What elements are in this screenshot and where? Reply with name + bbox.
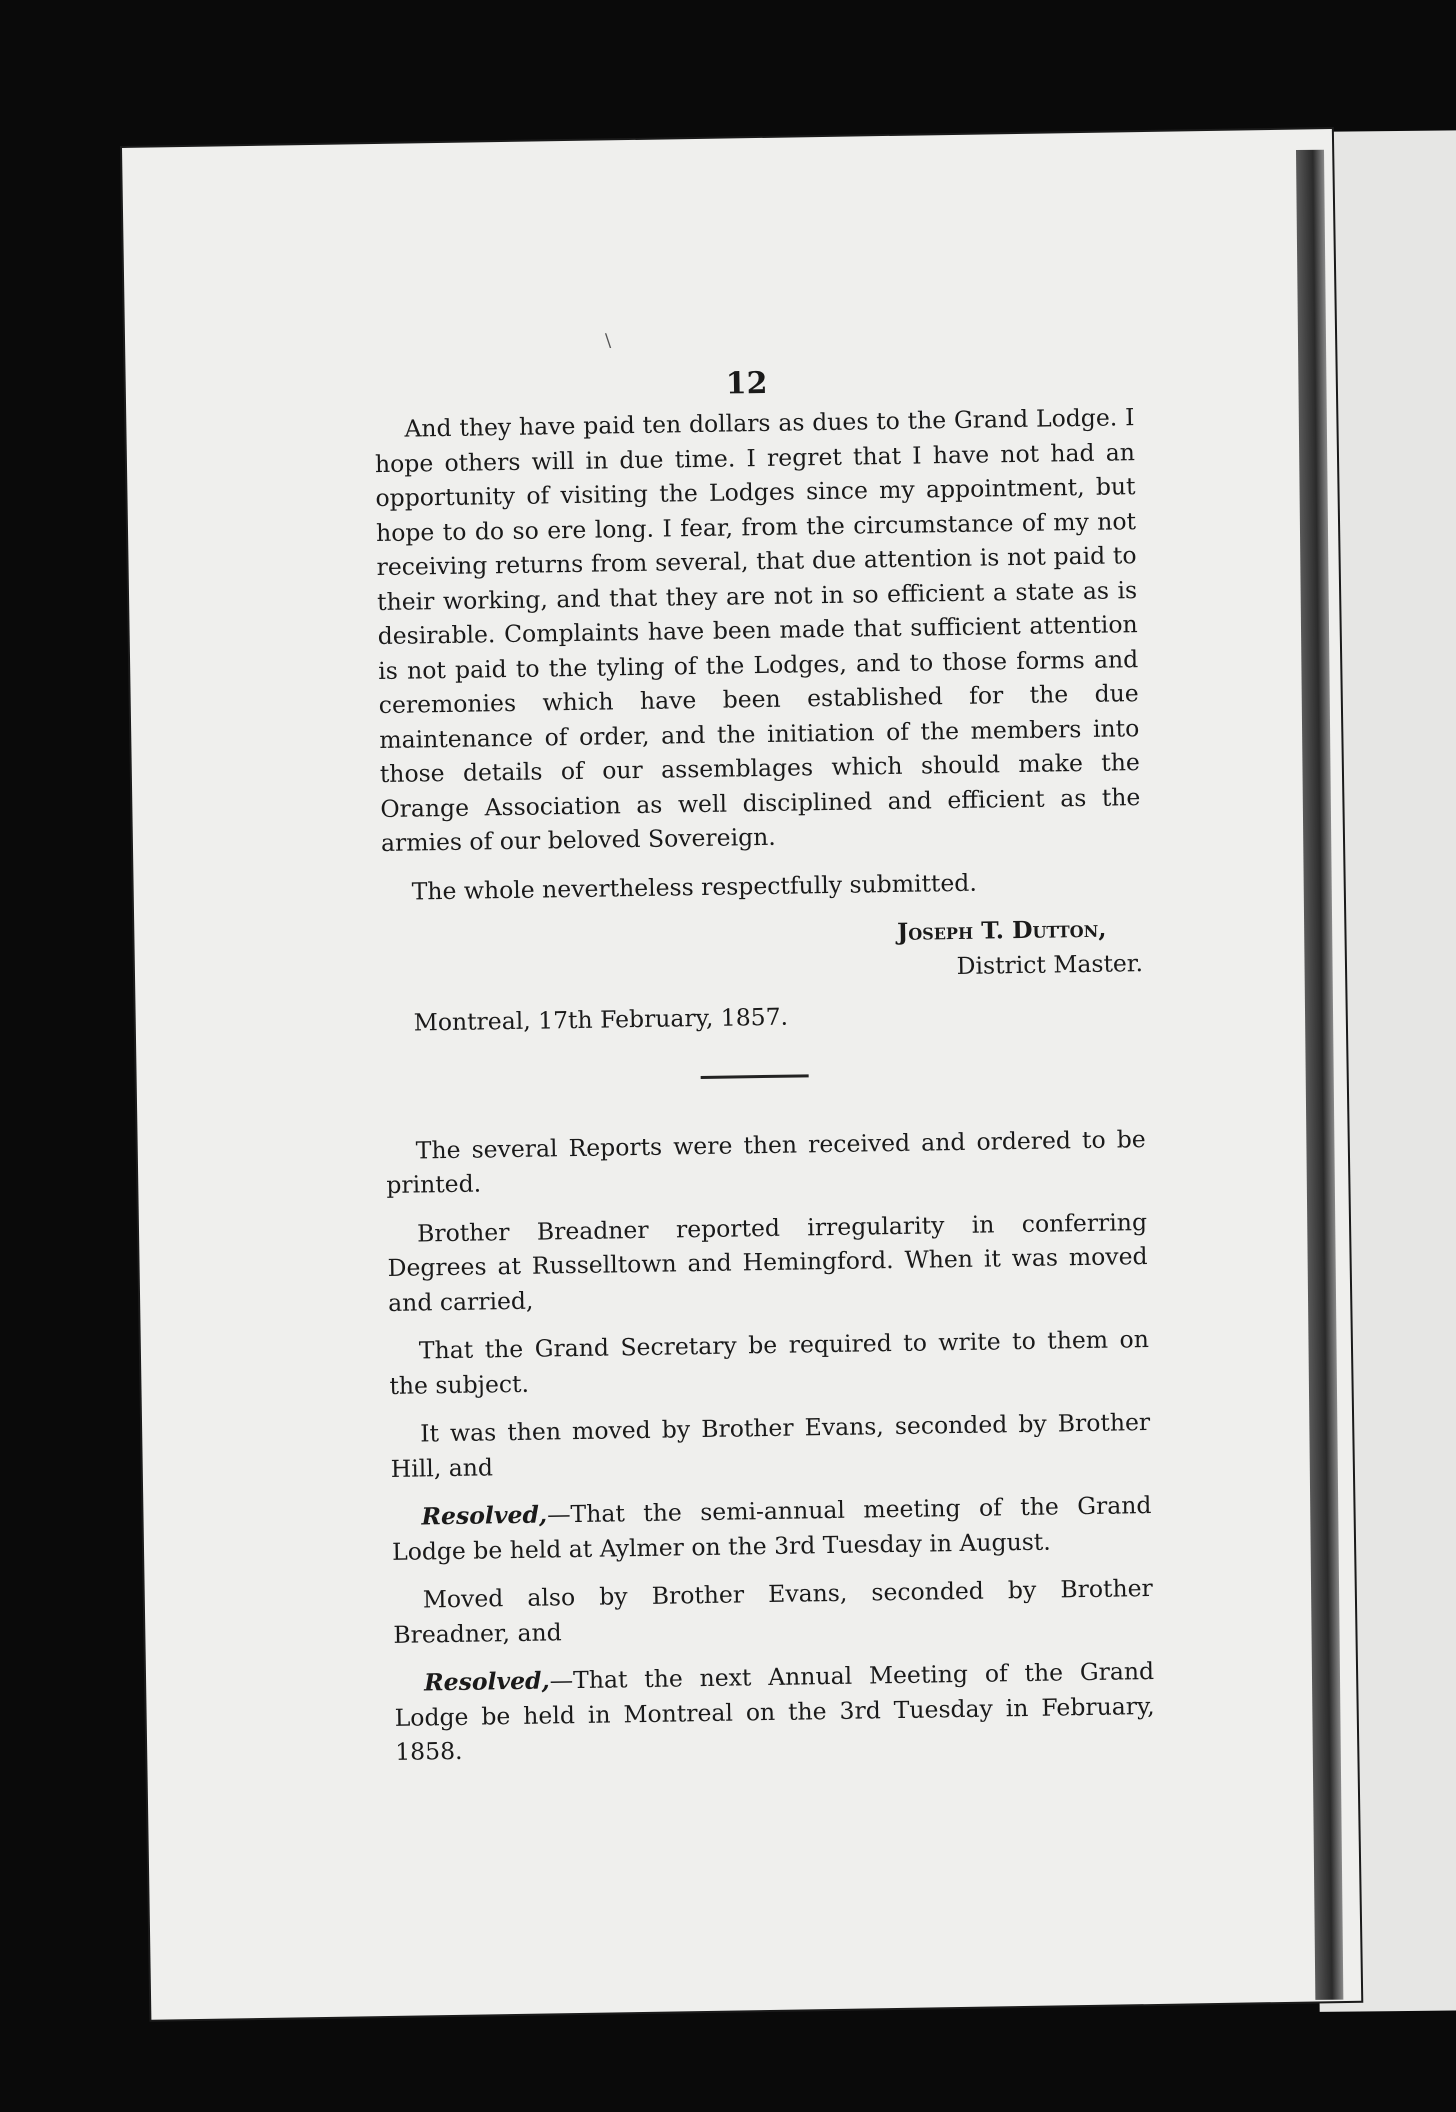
body-text [374, 400, 1155, 1783]
resolution-annual [394, 1654, 1156, 1769]
paragraph-submitted: The whole nevertheless respectfully submitted. [411, 868, 978, 906]
paragraph-moved-evans-breadner: Moved also by Brother Evans, seconded by Brother Breadner, and [393, 1573, 1153, 1649]
paragraph-irregularity: Brother Breadner reported irregularity in conferring Degrees at Russelltown and Hemingford. When it was moved and carried, [387, 1207, 1148, 1317]
page-number: 12 [725, 365, 768, 402]
stray-mark: \ [604, 330, 612, 352]
document-page [122, 129, 1361, 2020]
paragraph-grand-secretary: That the Grand Secretary be required to write to them on the subject. [389, 1325, 1150, 1400]
resolved-text: —That the next Annual Meeting of the Grand Lodge be held in Montreal on the 3rd Tuesday in February, 1858. [394, 1656, 1155, 1766]
resolved-lead: Resolved, [421, 1500, 548, 1531]
resolved-lead: Resolved, [423, 1666, 550, 1697]
page-content [122, 129, 1361, 2020]
resolution-semi-annual [391, 1488, 1152, 1569]
signature-name: Joseph T. Dutton, [896, 914, 1107, 946]
signature-block [382, 911, 1143, 992]
paragraph-reports-received: The several Reports were then received and ordered to be printed. [386, 1124, 1146, 1199]
section-divider [701, 1074, 809, 1079]
date-line: Montreal, 17th February, 1857. [413, 1002, 789, 1037]
paragraph-report-body: And they have paid ten dollars as dues to the Grand Lodge. I hope others will in due time. I regret that I have not had an opportunity of visiting the Lodges since my appointment, but hope to do so ere long. I fear, from the circumstance of my not receiving returns from several, that due attention is not paid to their working, and that they are not in so efficient a state as is desirable. Complaints have been made that sufficient attention is not paid to the tyling of the Lodges, and to those forms and ceremonies which have been established for the due maintenance of order, and the initiation of the members into those details of our assemblages which should make the Orange Association as well disciplined and efficient as the armies of our beloved Sovereign. [374, 403, 1141, 858]
signature-title: District Master. [956, 948, 1144, 980]
paragraph-moved-evans-hill: It was then moved by Brother Evans, seconded by Brother Hill, and [390, 1408, 1151, 1483]
resolved-text: —That the semi-annual meeting of the Grand Lodge be held at Aylmer on the 3rd Tuesday in August. [391, 1490, 1152, 1566]
